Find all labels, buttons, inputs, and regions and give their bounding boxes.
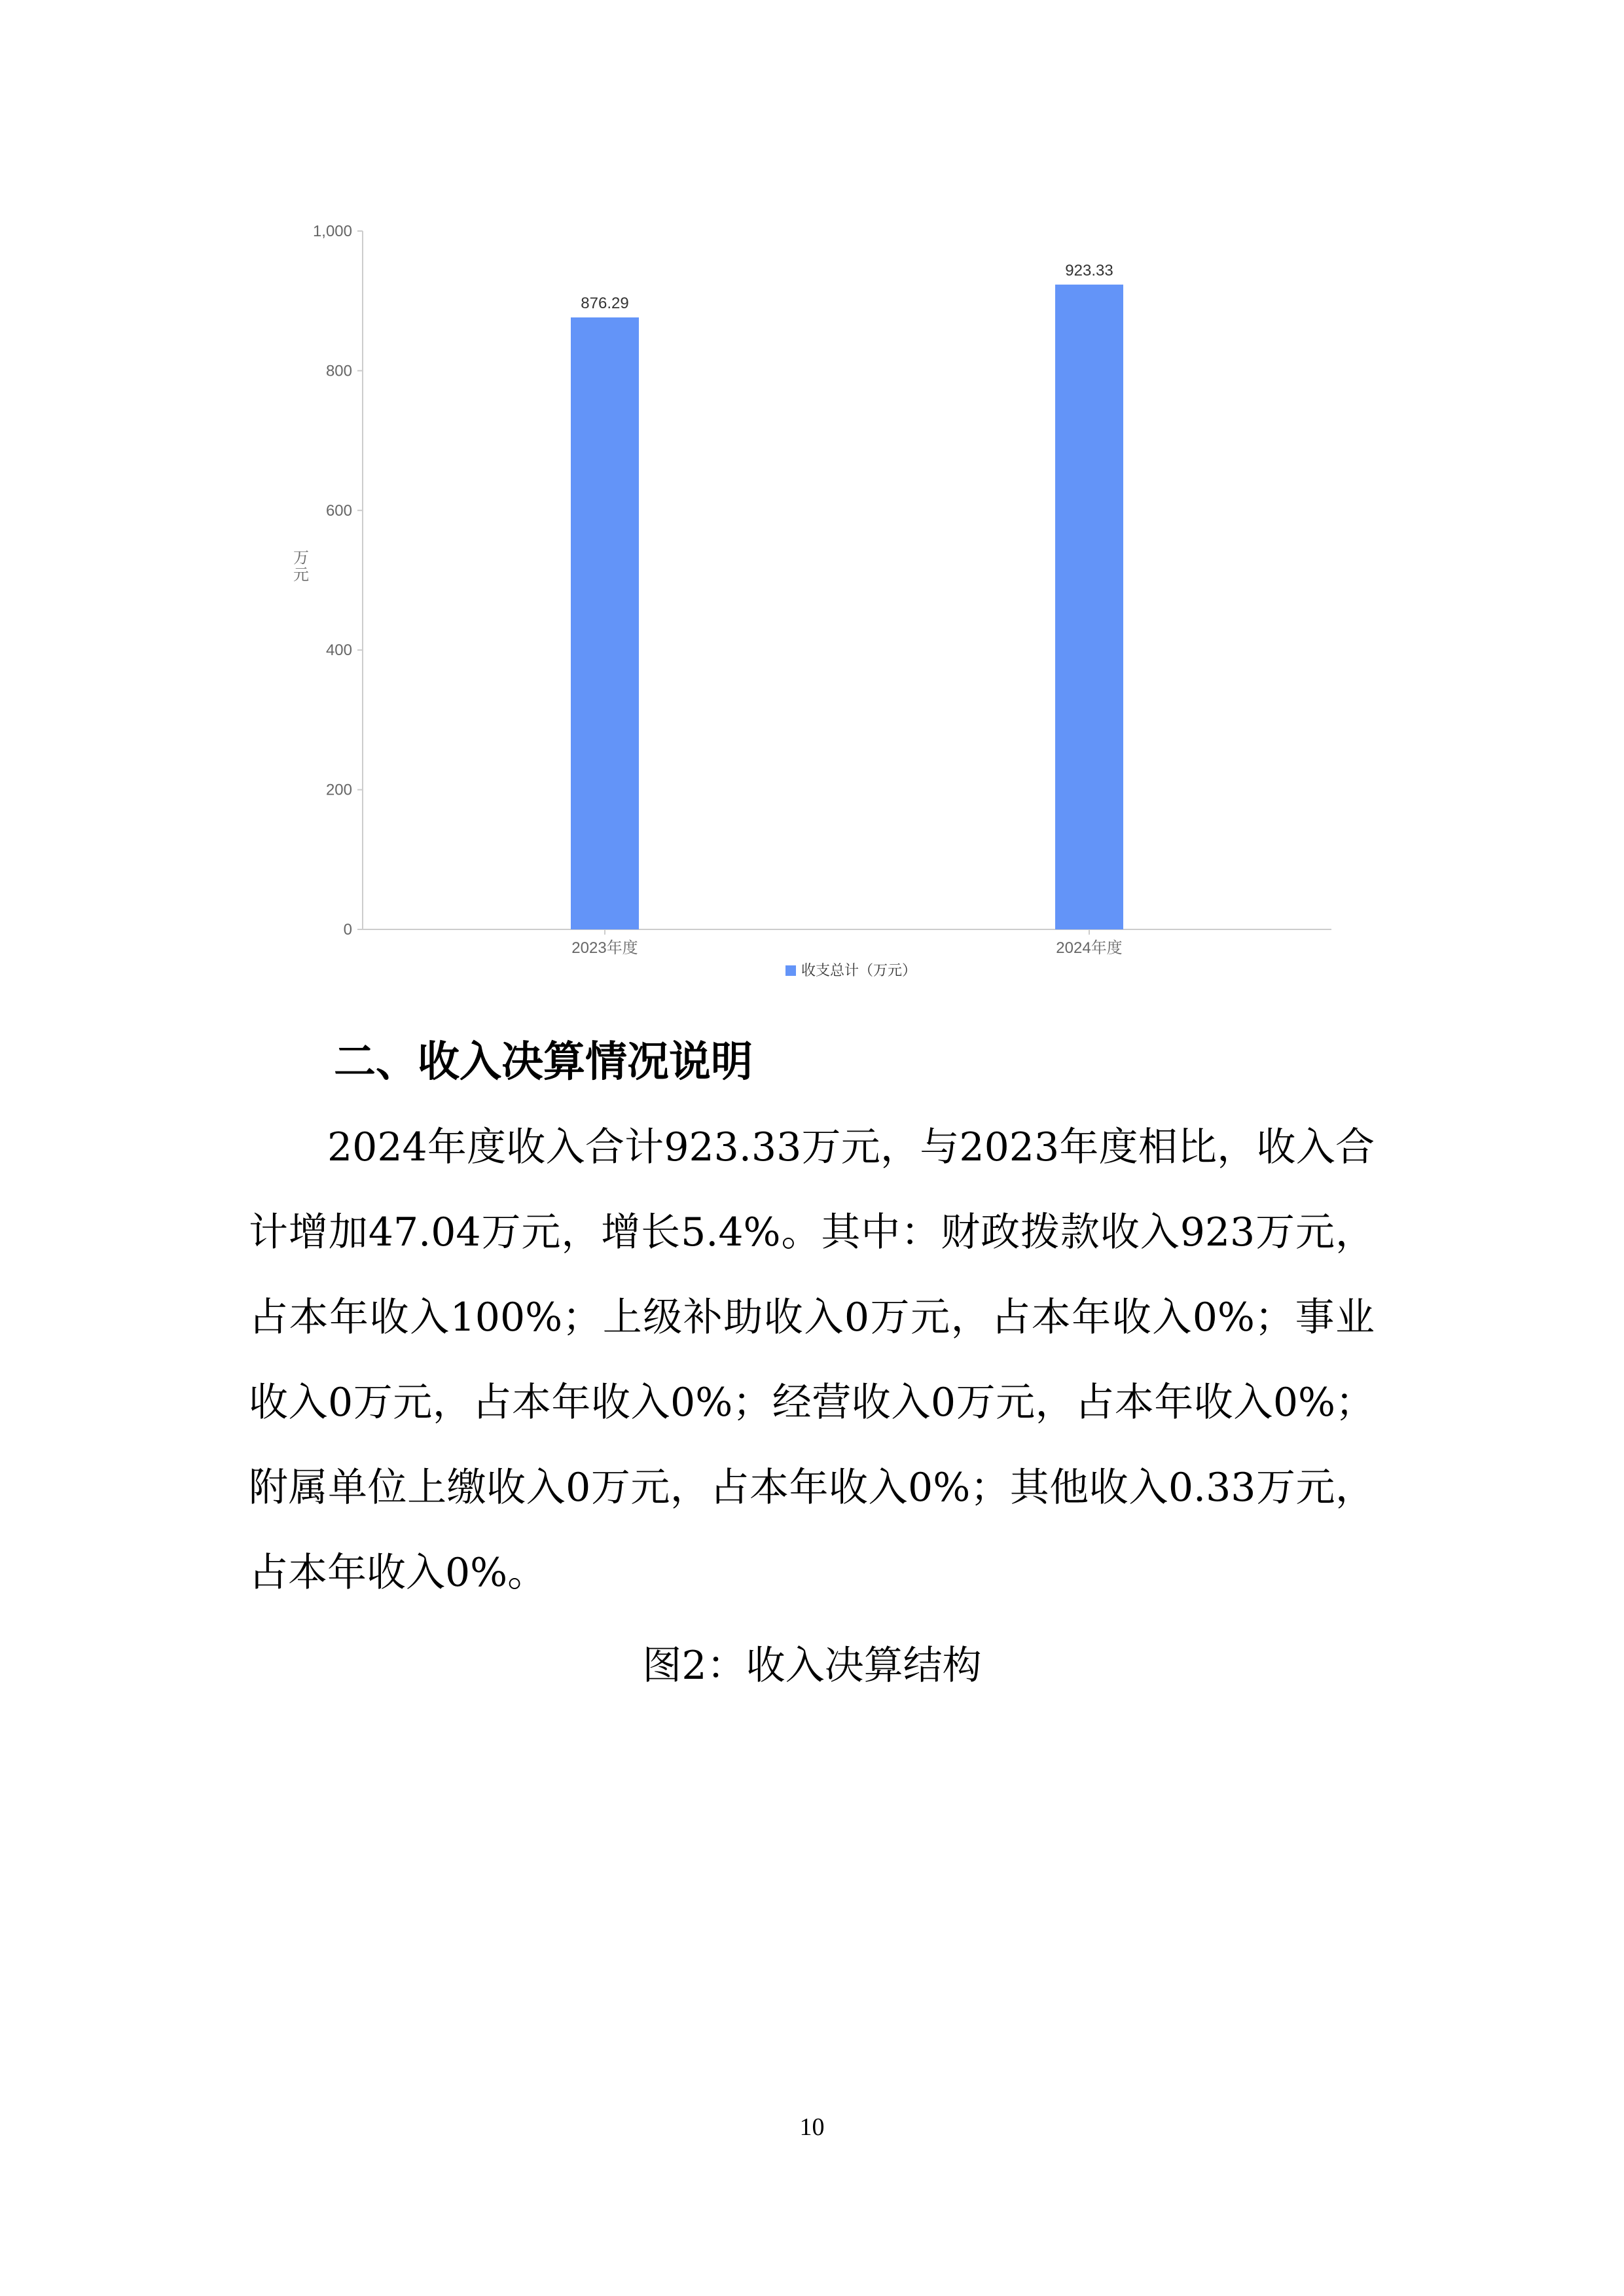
- y-axis-label: 万元: [293, 549, 309, 584]
- section-heading: 二、收入决算情况说明: [334, 1038, 753, 1086]
- x-tick-label: 2023年度: [571, 939, 638, 957]
- bar-2024年度: [1055, 285, 1123, 929]
- bar-value-label: 876.29: [581, 294, 629, 312]
- chart-svg: [275, 216, 1348, 1001]
- income-paragraph: 2024年度收入合计923.33万元，与2023年度相比，收入合计增加47.04万元，增长5.4%。其中：财政拨款收入923万元，占本年收入100%；上级补助收入0万元，占本年收入0%；事业收入0万元，占本年收入0%；经营收入0万元，占本年收入0%；附属单位上缴收入0万元，占本年收入0%；其他收入0.33万元，占本年收入0%。: [249, 1124, 1375, 1596]
- bar-value-label: 923.33: [1065, 261, 1113, 279]
- bar-2023年度: [571, 317, 639, 929]
- y-tick-label: 200: [325, 781, 352, 799]
- legend-label: 收支总计（万元）: [801, 963, 917, 979]
- y-tick-label: 0: [343, 921, 352, 939]
- figure-caption: 图2：收入决算结构: [642, 1643, 982, 1689]
- y-tick-label: 400: [325, 641, 352, 660]
- x-tick-label: 2024年度: [1056, 939, 1123, 957]
- y-tick-label: 800: [325, 362, 352, 380]
- y-tick-label: 1,000: [312, 223, 352, 240]
- y-tick-label: 600: [325, 501, 352, 520]
- income-expense-chart: [275, 216, 1348, 1001]
- legend-swatch: [785, 965, 796, 976]
- page-number: 10: [799, 2113, 825, 2141]
